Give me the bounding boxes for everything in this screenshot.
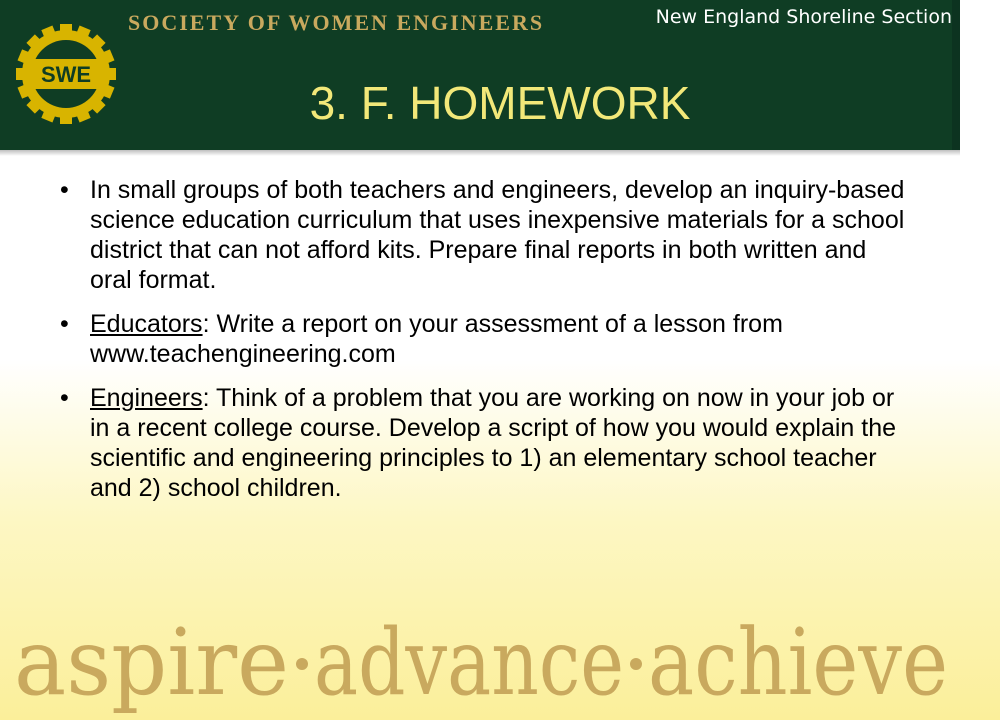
- org-title: SOCIETY OF WOMEN ENGINEERS: [128, 10, 545, 35]
- bullet-body: Write a report on your assessment of a lesson from www.teachengineering.com: [90, 310, 783, 368]
- tagline-footer: [14, 609, 954, 720]
- bullet-body: In small groups of both teachers and engineers, develop an inquiry-based science education curriculum that uses inexpensive materials for a school district that can not afford kits. Prepare final reports in both written and oral format.: [90, 176, 905, 294]
- bullet-text: [90, 175, 910, 295]
- bullet-separator: :: [202, 384, 217, 412]
- bullet-lead-engineers: Engineers: [90, 384, 203, 412]
- bullet-text: [90, 309, 910, 369]
- bullet-separator: :: [202, 310, 217, 338]
- bullet-item: [60, 309, 910, 369]
- header-shadow: [0, 150, 960, 156]
- tagline-dot: [296, 658, 308, 670]
- logo-text: SWE: [40, 62, 92, 87]
- bullet-lead-educators: Educators: [90, 310, 203, 338]
- tagline-advance: advance: [314, 609, 624, 716]
- bullet-list: [60, 175, 910, 517]
- bullet-item: [60, 175, 910, 295]
- section-name: New England Shoreline Section: [655, 6, 952, 28]
- bullet-item: [60, 383, 910, 503]
- bullet-dot: •: [60, 176, 69, 204]
- tagline-achieve: achieve: [648, 609, 948, 716]
- tagline-dot: [630, 658, 642, 670]
- slide-title: 3. F. HOMEWORK: [309, 77, 691, 129]
- tagline-aspire: aspire: [14, 609, 289, 716]
- bullet-dot: •: [60, 384, 69, 412]
- bullet-dot: •: [60, 310, 69, 338]
- bullet-text: [90, 383, 910, 503]
- bullet-body: Think of a problem that you are working on now in your job or in a recent college course. Develop a script of how you would explain the scientific and engineering principles to 1) an elementary school teacher and 2) school children.: [90, 384, 897, 502]
